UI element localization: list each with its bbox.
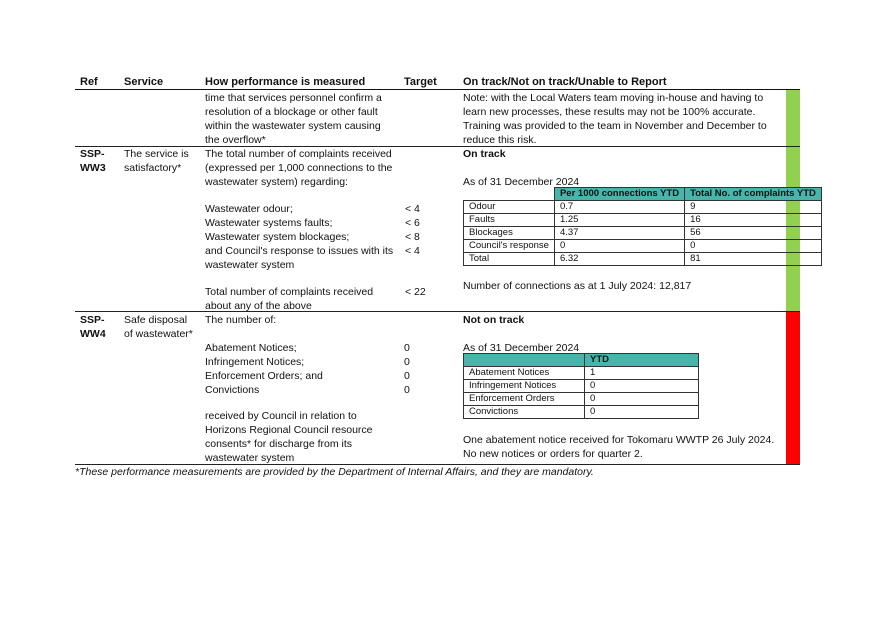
row1-connections-note: Number of connections as at 1 July 2024: 12,817	[463, 280, 692, 292]
table-cell: Convictions	[464, 406, 585, 419]
measure-line: received by Council in relation to	[205, 410, 357, 422]
measure-line: (expressed per 1,000 connections to the	[205, 162, 393, 174]
status-bar-not-on-track	[786, 312, 800, 464]
table-cell: Council's response	[464, 240, 555, 253]
ref-line: SSP-	[80, 148, 105, 160]
measure-line: time that services personnel confirm a	[205, 92, 382, 104]
header-ref: Ref	[80, 76, 98, 88]
table-header-cell: Per 1000 connections YTD	[554, 188, 684, 201]
service-line: of wastewater*	[124, 328, 193, 340]
note-line: Training was provided to the team in November and December to	[463, 120, 767, 132]
header-target: Target	[404, 76, 437, 88]
service-line: Safe disposal	[124, 314, 188, 326]
header-rule	[75, 89, 800, 90]
table-row	[464, 406, 699, 419]
row2-ref	[80, 313, 106, 341]
row1-targets	[405, 202, 420, 258]
complaints-table	[463, 187, 822, 266]
table-header-cell	[464, 354, 585, 367]
table-cell: Faults	[464, 214, 555, 227]
row2-note	[463, 433, 774, 461]
table-cell: 0	[685, 240, 822, 253]
table-cell: 0	[585, 406, 699, 419]
table-header-cell: Total No. of complaints YTD	[685, 188, 822, 201]
table-row	[464, 393, 699, 406]
measure-line: within the wastewater system causing	[205, 120, 381, 132]
total-line: about any of the above	[205, 300, 312, 312]
table-cell: Odour	[464, 201, 555, 214]
header-service: Service	[124, 76, 164, 88]
target-value: < 4	[405, 203, 420, 215]
ref-line: WW3	[80, 162, 106, 174]
table-cell: 4.37	[554, 227, 684, 240]
table-cell: 0.7	[554, 201, 684, 214]
table-header-cell: YTD	[585, 354, 699, 367]
table-cell: Infringement Notices	[464, 380, 585, 393]
note-line: One abatement notice received for Tokomaru WWTP 26 July 2024.	[463, 434, 775, 446]
row2-items	[205, 341, 323, 397]
table-cell: 81	[685, 253, 822, 266]
note-line: No new notices or orders for quarter 2.	[463, 448, 643, 460]
table-row	[464, 201, 822, 214]
footnote: *These performance measurements are provided by the Department of Internal Affairs, and they are mandatory.	[75, 466, 594, 478]
target-value: < 4	[405, 245, 420, 257]
table-cell: 1	[585, 367, 699, 380]
table-cell: 1.25	[554, 214, 684, 227]
table-row	[464, 380, 699, 393]
table-header-row	[464, 354, 699, 367]
measure-item: Enforcement Orders; and	[205, 370, 323, 382]
measure-line: the overflow*	[205, 134, 266, 146]
table-cell: Enforcement Orders	[464, 393, 585, 406]
row1-total-target: < 22	[405, 286, 426, 298]
measure-line: The total number of complaints received	[205, 148, 392, 160]
table-cell: Abatement Notices	[464, 367, 585, 380]
table-cell: 6.32	[554, 253, 684, 266]
table-cell: 16	[685, 214, 822, 227]
target-value: 0	[404, 370, 410, 382]
header-status: On track/Not on track/Unable to Report	[463, 76, 667, 88]
measure-item: Wastewater systems faults;	[205, 217, 333, 229]
target-value: 0	[404, 384, 410, 396]
note-line: reduce this risk.	[463, 134, 537, 146]
row1-total	[205, 285, 373, 313]
row2-targets	[404, 341, 410, 397]
measure-item: Wastewater odour;	[205, 203, 293, 215]
row1-ref	[80, 147, 106, 175]
table-row	[464, 214, 822, 227]
row1-status-title: On track	[463, 148, 506, 160]
row1-as-of: As of 31 December 2024	[463, 176, 580, 188]
table-cell: 9	[685, 201, 822, 214]
row1-measure	[205, 147, 392, 189]
table-row	[464, 240, 822, 253]
table-cell: 0	[585, 393, 699, 406]
service-line: satisfactory*	[124, 162, 182, 174]
target-value: < 8	[405, 231, 420, 243]
ref-line: WW4	[80, 328, 106, 340]
table-cell: 0	[585, 380, 699, 393]
row0-measure	[205, 91, 382, 147]
measure-item: Convictions	[205, 384, 260, 396]
target-value: < 6	[405, 217, 420, 229]
table-cell: 56	[685, 227, 822, 240]
notices-table	[463, 353, 699, 419]
row2-service	[124, 313, 193, 341]
measure-item: Infringement Notices;	[205, 356, 305, 368]
target-value: 0	[404, 356, 410, 368]
note-line: Note: with the Local Waters team moving in-house and having to	[463, 92, 764, 104]
total-line: Total number of complaints received	[205, 286, 374, 298]
ref-line: SSP-	[80, 314, 105, 326]
measure-line: Horizons Regional Council resource	[205, 424, 373, 436]
table-row	[464, 227, 822, 240]
table-header-cell	[464, 188, 555, 201]
table-cell: 0	[554, 240, 684, 253]
table-cell: Blockages	[464, 227, 555, 240]
row1-service	[124, 147, 189, 175]
measure-line: wastewater system) regarding:	[205, 176, 348, 188]
table-header-row	[464, 188, 822, 201]
row-divider	[75, 311, 800, 312]
measure-line: resolution of a blockage or other fault	[205, 106, 378, 118]
measure-line: consents* for discharge from its	[205, 438, 353, 450]
row0-note	[463, 91, 767, 147]
measure-item: Abatement Notices;	[205, 342, 297, 354]
table-cell: Total	[464, 253, 555, 266]
measure-line: wastewater system	[205, 452, 295, 464]
row2-status-title: Not on track	[463, 314, 525, 326]
service-line: The service is	[124, 148, 189, 160]
row2-as-of: As of 31 December 2024	[463, 342, 580, 354]
table-bottom-rule	[75, 464, 800, 465]
row2-measure-intro: The number of:	[205, 314, 277, 326]
row1-items	[205, 202, 393, 272]
note-line: learn new processes, these results may not be 100% accurate.	[463, 106, 756, 118]
measure-item: and Council's response to issues with its	[205, 245, 394, 257]
table-row	[464, 253, 822, 266]
header-measure: How performance is measured	[205, 76, 366, 88]
row2-measure-tail	[205, 409, 373, 465]
table-row	[464, 367, 699, 380]
measure-item-cont: wastewater system	[205, 259, 295, 271]
measure-item: Wastewater system blockages;	[205, 231, 350, 243]
target-value: 0	[404, 342, 410, 354]
